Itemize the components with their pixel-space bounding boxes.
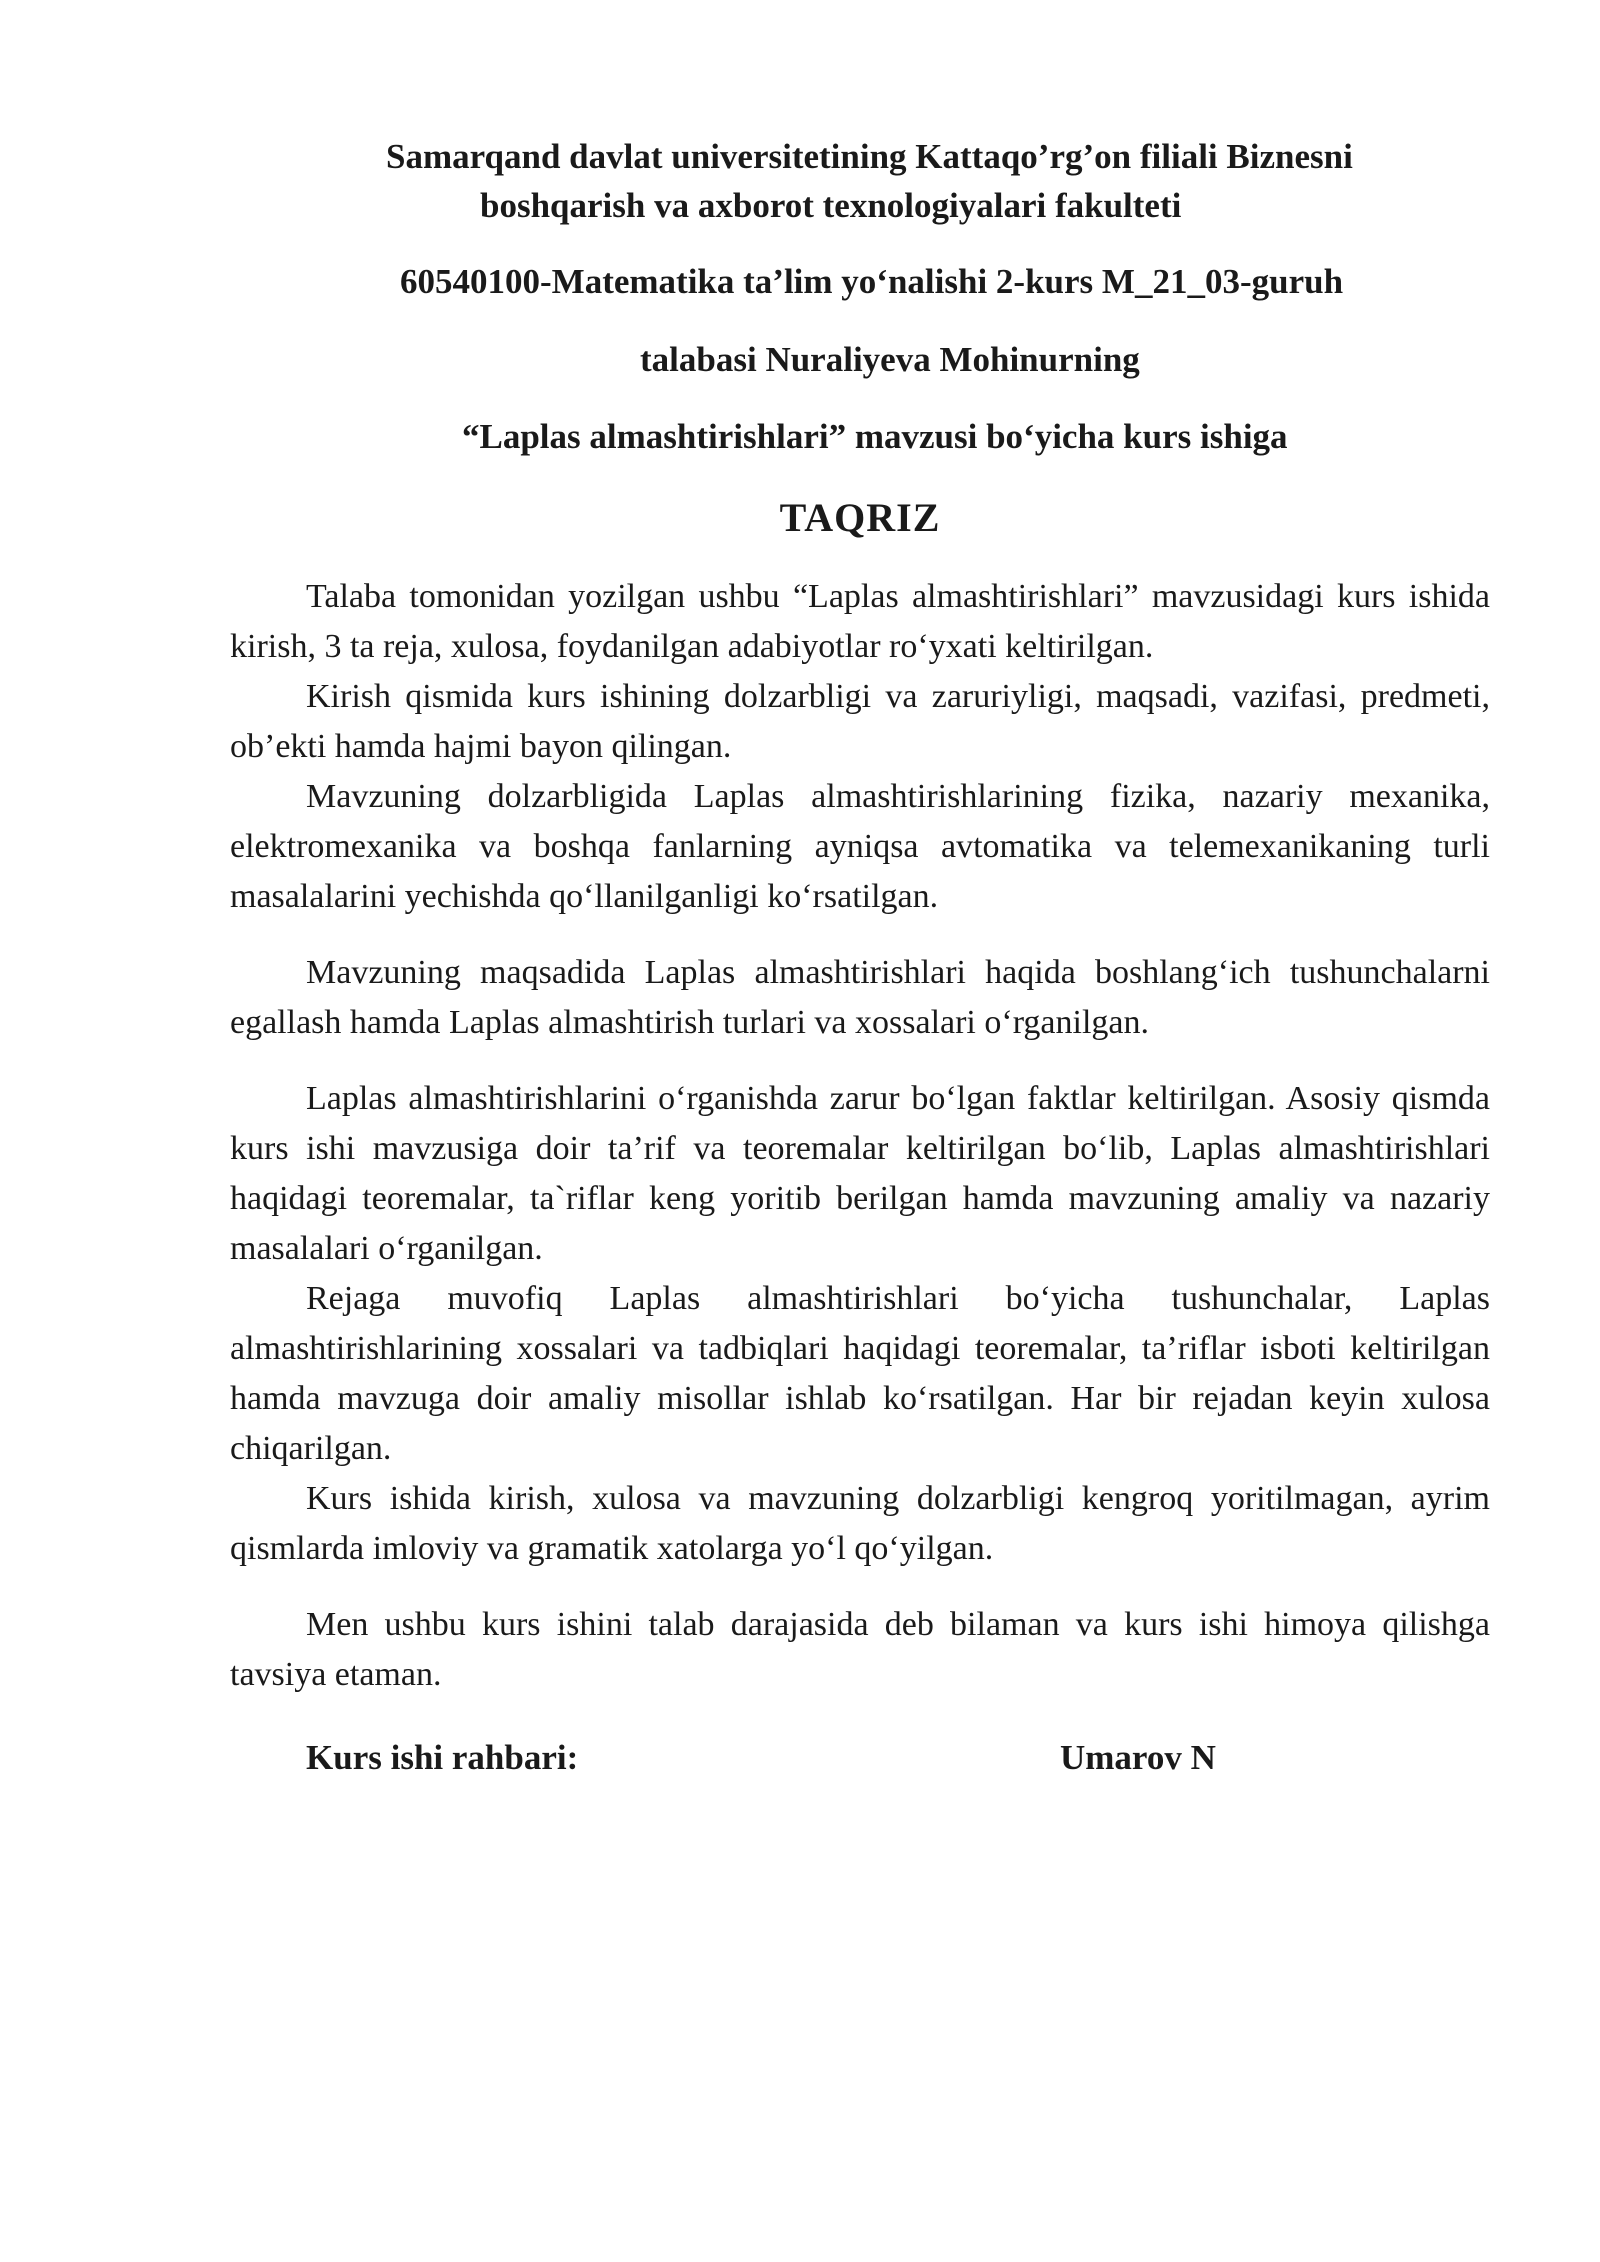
- review-body: [230, 572, 1490, 1700]
- header-university-line: Samarqand davlat universitetining Kattaqo’rg’on filiali Biznesni: [386, 137, 1353, 176]
- paragraph-goal: Mavzuning maqsadida Laplas almashtirishlari haqida boshlang‘ich tushunchalarni egallash hamda Laplas almashtirish turlari va xossalari o‘rganilgan.: [230, 954, 1490, 1041]
- paragraph-introduction-section: Kirish qismida kurs ishining dolzarbligi va zaruriyligi, maqsadi, vazifasi, predmeti, ob’ekti hamda hajmi bayon qilingan.: [230, 678, 1490, 765]
- header-topic-line: “Laplas almashtirishlari” mavzusi bo‘yicha kurs ishiga: [462, 417, 1288, 456]
- header-student-line: talabasi Nuraliyeva Mohinurning: [640, 340, 1140, 379]
- paragraph-shortcomings: Kurs ishida kirish, xulosa va mavzuning dolzarbligi kengroq yoritilmagan, ayrim qismlarda imloviy va gramatik xatolarga yo‘l qo‘yilgan.: [230, 1480, 1490, 1567]
- paragraph-spacer: [230, 1574, 1490, 1600]
- paragraph-plan: Rejaga muvofiq Laplas almashtirishlari bo‘yicha tushunchalar, Laplas almashtirishlarining xossalari va tadbiqlari haqidagi teoremalar, ta’riflar isboti keltirilgan hamda mavzuga doir amaliy misollar ishlab ko‘rsatilgan. Har bir rejadan keyin xulosa chiqarilgan.: [230, 1280, 1490, 1467]
- header-program-line: 60540100-Matematika ta’lim yo‘nalishi 2-kurs M_21_03-guruh: [400, 262, 1344, 301]
- signature-label: Kurs ishi rahbari:: [306, 1738, 579, 1777]
- paragraph-relevance: Mavzuning dolzarbligida Laplas almashtirishlarining fizika, nazariy mexanika, elektromexanika va boshqa fanlarning ayniqsa avtomatika va telemexanikaning turli masalalarini yechishda qo‘llanilganligi ko‘rsatilgan.: [230, 778, 1490, 915]
- paragraph-main-part: Laplas almashtirishlarini o‘rganishda zarur bo‘lgan faktlar keltirilgan. Asosiy qismda kurs ishi mavzusiga doir ta’rif va teoremalar keltirilgan bo‘lib, Laplas almashtirishlari haqidagi teoremalar, ta`riflar keng yoritib berilgan hamda mavzuning amaliy va nazariy masalalari o‘rganilgan.: [230, 1080, 1490, 1267]
- document-title: TAQRIZ: [779, 495, 941, 540]
- paragraph-spacer: [230, 1048, 1490, 1074]
- paragraph-recommendation: Men ushbu kurs ishini talab darajasida deb bilaman va kurs ishi himoya qilishga tavsiya etaman.: [230, 1606, 1490, 1693]
- signature-name: Umarov N: [1060, 1738, 1216, 1777]
- paragraph-intro: Talaba tomonidan yozilgan ushbu “Laplas almashtirishlari” mavzusidagi kurs ishida kirish, 3 ta reja, xulosa, foydanilgan adabiyotlar ro‘yxati keltirilgan.: [230, 578, 1490, 665]
- paragraph-spacer: [230, 922, 1490, 948]
- header-faculty-line: boshqarish va axborot texnologiyalari fakulteti: [480, 186, 1182, 225]
